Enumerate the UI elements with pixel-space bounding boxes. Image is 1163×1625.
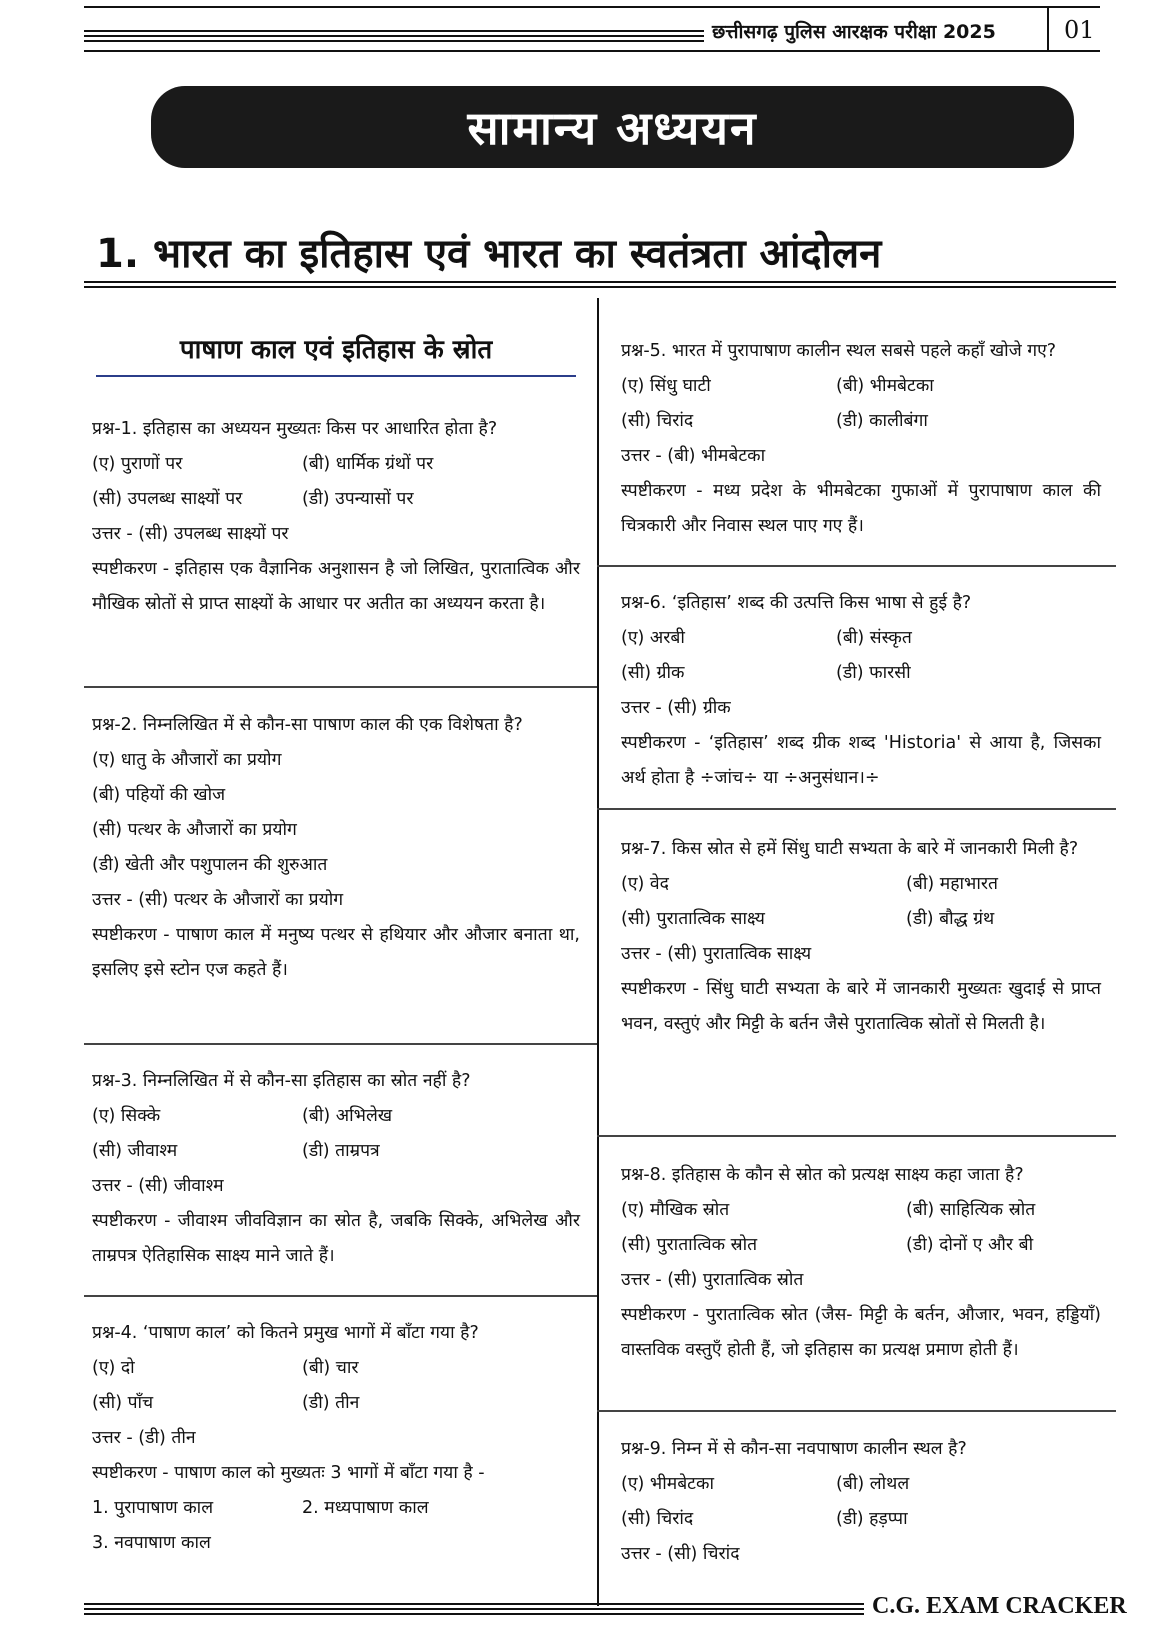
- page-header: [84, 6, 1100, 52]
- explanation: स्पष्टीकरण - जीवाश्म जीवविज्ञान का स्रोत है, जबकि सिक्के, अभिलेख और ताम्रपत्र ऐतिहासिक साक्ष्य माने जाते हैं।: [92, 1211, 580, 1266]
- question-text: प्रश्न-8. इतिहास के कौन से स्रोत को प्रत्यक्ष साक्ष्य कहा जाता है?: [621, 1165, 1024, 1185]
- option-c: (सी) चिरांद: [621, 1509, 694, 1529]
- option-d: (डी) बौद्ध ग्रंथ: [906, 909, 995, 929]
- list-item: 2. मध्यपाषाण काल: [302, 1498, 429, 1518]
- question-text: प्रश्न-9. निम्न में से कौन-सा नवपाषाण कालीन स्थल है?: [621, 1439, 967, 1459]
- answer: उत्तर - (सी) चिरांद: [621, 1544, 740, 1564]
- option-a: (ए) सिक्के: [92, 1106, 161, 1126]
- option-d: (डी) ताम्रपत्र: [302, 1141, 380, 1161]
- separator: [84, 686, 597, 688]
- explanation: स्पष्टीकरण - सिंधु घाटी सभ्यता के बारे में जानकारी मुख्यतः खुदाई से प्राप्त भवन, वस्तुएं और मिट्टी के बर्तन जैसे पुरातात्विक स्रोतों से मिलती है।: [621, 979, 1101, 1034]
- chapter-rule: [84, 281, 1116, 283]
- explanation: स्पष्टीकरण - पाषाण काल में मनुष्य पत्थर से हथियार और औजार बनाता था, इसलिए इसे स्टोन एज कहते हैं।: [92, 925, 580, 980]
- option-b: (बी) लोथल: [836, 1474, 910, 1494]
- question-text: प्रश्न-4. ‘पाषाण काल’ को कितने प्रमुख भागों में बाँटा गया है?: [92, 1323, 479, 1343]
- header-top-rule: [84, 6, 1100, 8]
- explanation: स्पष्टीकरण - पुरातात्विक स्रोत (जैस- मिट्टी के बर्तन, औजार, भवन, हड्डियाँ) वास्तविक वस्तुएँ होती हैं, जो इतिहास का प्रत्यक्ष प्रमाण होती हैं।: [621, 1305, 1101, 1360]
- option-d: (डी) हड़प्पा: [836, 1509, 908, 1529]
- option-a: (ए) मौखिक स्रोत: [621, 1200, 730, 1220]
- option-a: (ए) दो: [92, 1358, 135, 1378]
- header-divider: [1047, 6, 1049, 52]
- option-c: (सी) ग्रीक: [621, 663, 685, 683]
- question-8: [621, 1158, 1101, 1368]
- chapter-title: 1. भारत का इतिहास एवं भारत का स्वतंत्रता आंदोलन: [96, 231, 882, 277]
- question-9: [621, 1432, 1101, 1572]
- page-footer: [84, 1593, 1127, 1623]
- explanation: स्पष्टीकरण - ‘इतिहास’ शब्द ग्रीक शब्द 'Historia' से आया है, जिसका अर्थ होता है ÷जांच÷ या ÷अनुसंधान।÷: [621, 733, 1101, 788]
- explanation: स्पष्टीकरण - मध्य प्रदेश के भीमबेटका गुफाओं में पुरापाषाण काल की चित्रकारी और निवास स्थल पाए गए हैं।: [621, 481, 1101, 536]
- question-text: प्रश्न-1. इतिहास का अध्ययन मुख्यतः किस पर आधारित होता है?: [92, 419, 498, 439]
- option-b: (बी) भीमबेटका: [836, 376, 934, 396]
- explanation: स्पष्टीकरण - पाषाण काल को मुख्यतः 3 भागों में बाँटा गया है -: [92, 1463, 485, 1483]
- separator: [597, 1410, 1116, 1412]
- option-c: (सी) जीवाश्म: [92, 1141, 178, 1161]
- question-text: प्रश्न-2. निम्नलिखित में से कौन-सा पाषाण काल की एक विशेषता है?: [92, 715, 523, 735]
- question-text: प्रश्न-7. किस स्रोत से हमें सिंधु घाटी सभ्यता के बारे में जानकारी मिली है?: [621, 839, 1079, 859]
- separator: [597, 1135, 1116, 1137]
- question-4: [92, 1316, 580, 1561]
- option-c: (सी) पाँच: [92, 1393, 154, 1413]
- list-item: 1. पुरापाषाण काल: [92, 1498, 214, 1518]
- answer: उत्तर - (बी) भीमबेटका: [621, 446, 766, 466]
- section-underline: [96, 375, 576, 377]
- separator: [84, 1043, 597, 1045]
- chapter-rule-2: [84, 286, 1116, 288]
- option-a: (ए) अरबी: [621, 628, 685, 648]
- option-b: (बी) संस्कृत: [836, 628, 912, 648]
- option-d: (डी) दोनों ए और बी: [906, 1235, 1034, 1255]
- page-number: 01: [1064, 16, 1095, 44]
- explanation: स्पष्टीकरण - इतिहास एक वैज्ञानिक अनुशासन है जो लिखित, पुरातात्विक और मौखिक स्रोतों से प्राप्त साक्ष्यों के आधार पर अतीत का अध्ययन करता है।: [92, 559, 580, 614]
- footer-brand: C.G. EXAM CRACKER: [872, 1593, 1127, 1619]
- separator: [597, 808, 1116, 810]
- option-a: (ए) वेद: [621, 874, 669, 894]
- section-heading: पाषाण काल एवं इतिहास के स्रोत: [179, 335, 493, 365]
- option-a: (ए) धातु के औजारों का प्रयोग: [92, 750, 282, 770]
- question-2: [92, 708, 580, 988]
- separator: [84, 1295, 597, 1297]
- option-b: (बी) धार्मिक ग्रंथों पर: [302, 454, 434, 474]
- option-b: (बी) पहियों की खोज: [92, 785, 226, 805]
- question-7: [621, 832, 1101, 1042]
- question-text: प्रश्न-5. भारत में पुरापाषाण कालीन स्थल सबसे पहले कहाँ खोजे गए?: [621, 341, 1057, 361]
- footer-rules: [84, 1603, 864, 1618]
- option-d: (डी) कालीबंगा: [836, 411, 928, 431]
- option-c: (सी) पत्थर के औजारों का प्रयोग: [92, 820, 297, 840]
- option-d: (डी) फारसी: [836, 663, 911, 683]
- option-d: (डी) उपन्यासों पर: [302, 489, 414, 509]
- question-6: [621, 586, 1101, 796]
- answer: उत्तर - (सी) पत्थर के औजारों का प्रयोग: [92, 890, 344, 910]
- option-a: (ए) भीमबेटका: [621, 1474, 714, 1494]
- answer: उत्तर - (डी) तीन: [92, 1428, 196, 1448]
- answer: उत्तर - (सी) ग्रीक: [621, 698, 731, 718]
- option-a: (ए) सिंधु घाटी: [621, 376, 711, 396]
- question-1: [92, 412, 580, 622]
- option-d: (डी) तीन: [302, 1393, 360, 1413]
- option-a: (ए) पुराणों पर: [92, 454, 183, 474]
- question-text: प्रश्न-3. निम्नलिखित में से कौन-सा इतिहास का स्रोत नहीं है?: [92, 1071, 471, 1091]
- option-c: (सी) पुरातात्विक साक्ष्य: [621, 909, 765, 929]
- header-bottom-rule: [84, 50, 1100, 52]
- option-d: (डी) खेती और पशुपालन की शुरुआत: [92, 855, 328, 875]
- list-item: 3. नवपाषाण काल: [92, 1533, 211, 1553]
- option-c: (सी) चिरांद: [621, 411, 694, 431]
- separator: [597, 565, 1116, 567]
- question-3: [92, 1064, 580, 1274]
- answer: उत्तर - (सी) उपलब्ध साक्ष्यों पर: [92, 524, 289, 544]
- exam-title: छत्तीसगढ़ पुलिस आरक्षक परीक्षा 2025: [712, 21, 996, 43]
- subject-banner: सामान्य अध्ययन: [151, 86, 1074, 168]
- answer: उत्तर - (सी) पुरातात्विक साक्ष्य: [621, 944, 812, 964]
- option-c: (सी) पुरातात्विक स्रोत: [621, 1235, 758, 1255]
- header-rules: [84, 30, 704, 45]
- option-b: (बी) साहित्यिक स्रोत: [906, 1200, 1036, 1220]
- option-b: (बी) महाभारत: [906, 874, 998, 894]
- question-5: [621, 334, 1101, 544]
- answer: उत्तर - (सी) पुरातात्विक स्रोत: [621, 1270, 804, 1290]
- option-c: (सी) उपलब्ध साक्ष्यों पर: [92, 489, 243, 509]
- option-b: (बी) चार: [302, 1358, 359, 1378]
- answer: उत्तर - (सी) जीवाश्म: [92, 1176, 224, 1196]
- question-text: प्रश्न-6. ‘इतिहास’ शब्द की उत्पत्ति किस भाषा से हुई है?: [621, 593, 972, 613]
- option-b: (बी) अभिलेख: [302, 1106, 393, 1126]
